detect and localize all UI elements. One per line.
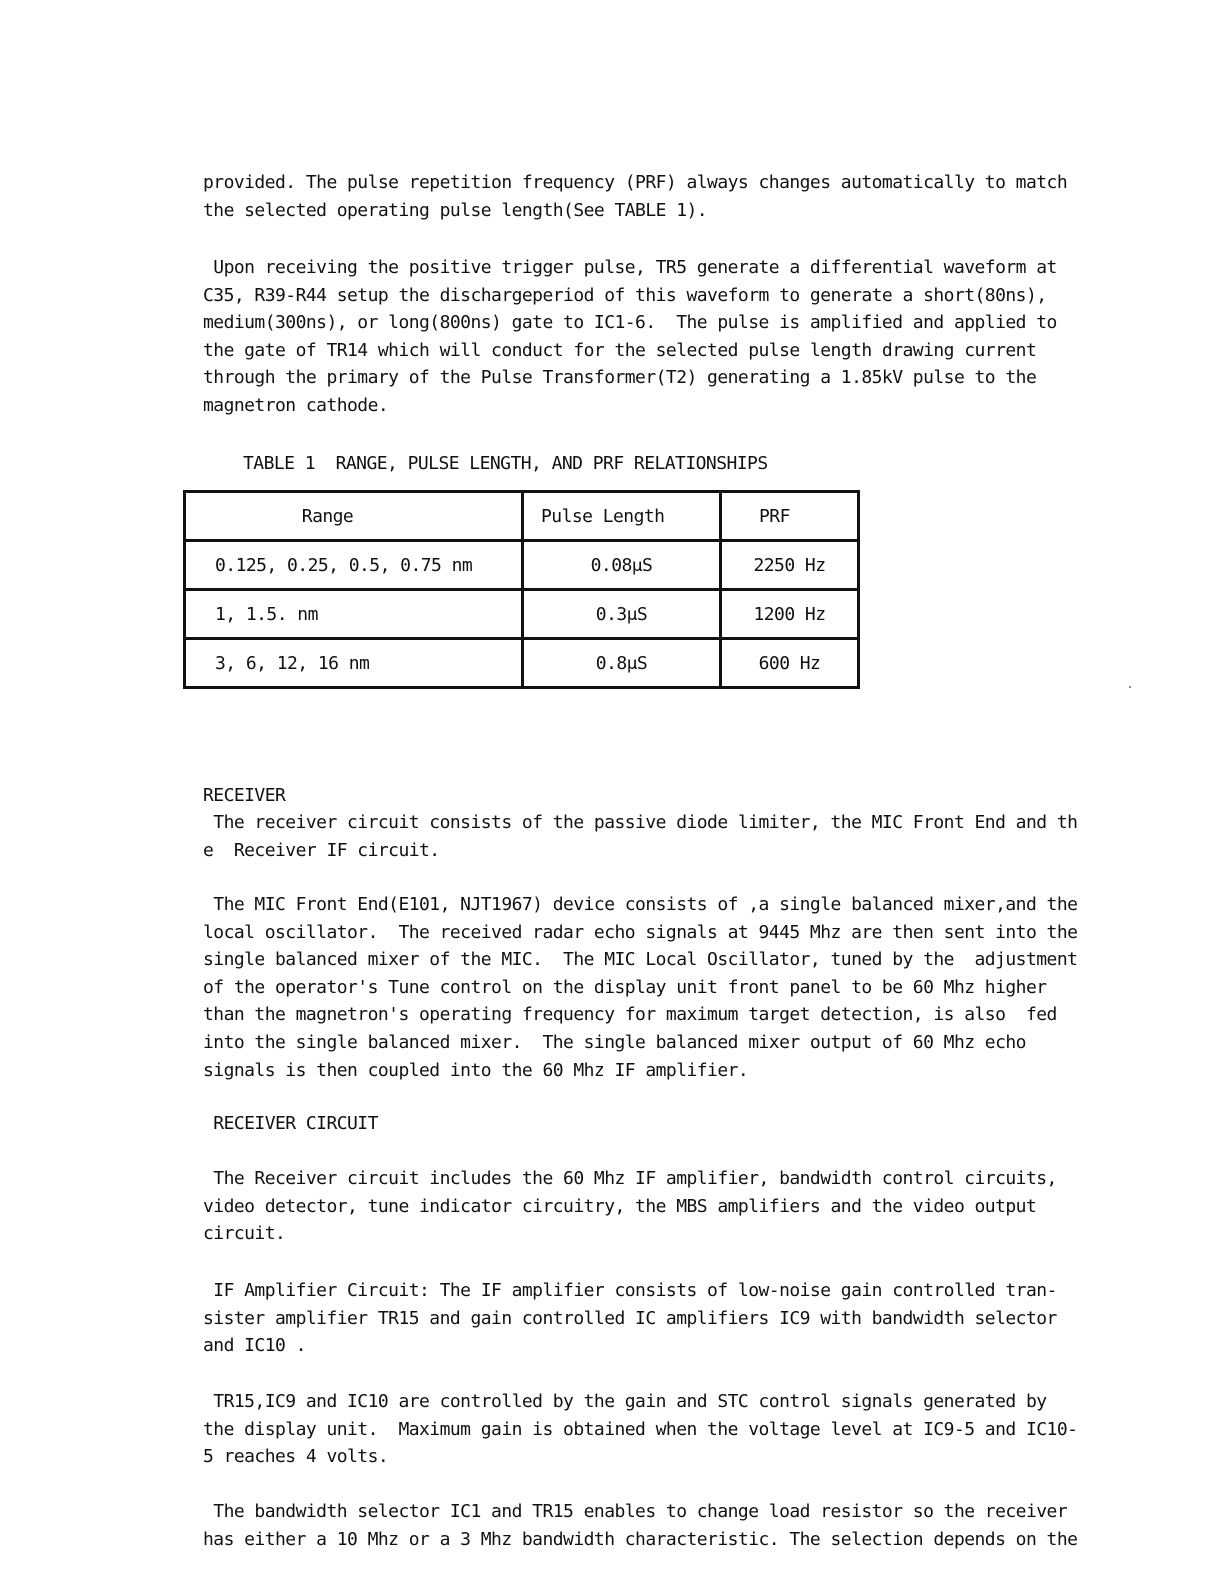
table-caption: TABLE 1 RANGE, PULSE LENGTH, AND PRF RELATIONSHIPS bbox=[243, 453, 768, 474]
paragraph-if-amplifier: IF Amplifier Circuit: The IF amplifier consists of low-noise gain controlled tran- sister amplifier TR15 and gain controlled IC amplifiers IC9 with bandwidth selector and IC10 . bbox=[203, 1280, 1057, 1357]
section-heading-receiver: RECEIVER bbox=[203, 785, 286, 806]
section-heading-receiver-circuit: RECEIVER CIRCUIT bbox=[203, 1113, 378, 1134]
cell-prf: 2250 Hz bbox=[721, 541, 859, 590]
column-header-range: Range bbox=[185, 492, 523, 541]
cell-pulse-length: 0.08μS bbox=[523, 541, 721, 590]
table-row bbox=[185, 590, 859, 639]
table-row bbox=[185, 639, 859, 688]
paragraph-bandwidth-selector: The bandwidth selector IC1 and TR15 enables to change load resistor so the receiver has either a 10 Mhz or a 3 Mhz bandwidth characteristic. The selection depends on the bbox=[203, 1501, 1078, 1550]
cell-prf: 1200 Hz bbox=[721, 590, 859, 639]
table-header-row bbox=[185, 492, 859, 541]
paragraph-mic-front-end: The MIC Front End(E101, NJT1967) device consists of ,a single balanced mixer,and the local oscillator. The received radar echo signals at 9445 Mhz are then sent into the single balanced mixer of the MIC. The MIC Local Oscillator, tuned by the adjustment of the operator's Tune control on the display unit front panel to be 60 Mhz higher than the magnetron's operating frequency for maximum target detection, is also fed into the single balanced mixer. The single balanced mixer output of 60 Mhz echo signals is then coupled into the 60 Mhz IF amplifier. bbox=[203, 894, 1078, 1081]
cell-range: 1, 1.5. nm bbox=[185, 590, 523, 639]
cell-prf: 600 Hz bbox=[721, 639, 859, 688]
cell-pulse-length: 0.8μS bbox=[523, 639, 721, 688]
range-pulse-prf-table bbox=[183, 490, 860, 689]
cell-range: 0.125, 0.25, 0.5, 0.75 nm bbox=[185, 541, 523, 590]
column-header-prf: PRF bbox=[721, 492, 859, 541]
paragraph-prf-intro: provided. The pulse repetition frequency (PRF) always changes automatically to match the selected operating pulse length(See TABLE 1). bbox=[203, 172, 1068, 221]
cell-range: 3, 6, 12, 16 nm bbox=[185, 639, 523, 688]
paragraph-trigger-pulse: Upon receiving the positive trigger pulse, TR5 generate a differential waveform at C35, R39-R44 setup the dischargeperiod of this waveform to generate a short(80ns), medium(300ns), or long(800ns) gate to IC1-6. The pulse is amplified and applied to the gate of TR14 which will conduct for the selected pulse length drawing current through the primary of the Pulse Transformer(T2) generating a 1.85kV pulse to the magnetron cathode. bbox=[203, 257, 1057, 416]
cell-pulse-length: 0.3μS bbox=[523, 590, 721, 639]
paragraph-gain-control: TR15,IC9 and IC10 are controlled by the gain and STC control signals generated by the display unit. Maximum gain is obtained when the voltage level at IC9-5 and IC10- 5 reaches 4 volts. bbox=[203, 1391, 1078, 1468]
paragraph-receiver-overview: The receiver circuit consists of the passive diode limiter, the MIC Front End and th e Receiver IF circuit. bbox=[203, 812, 1078, 861]
paragraph-receiver-circuit: The Receiver circuit includes the 60 Mhz IF amplifier, bandwidth control circuits, video detector, tune indicator circuitry, the MBS amplifiers and the video output circuit. bbox=[203, 1168, 1057, 1245]
table-row bbox=[185, 541, 859, 590]
scan-speck bbox=[1129, 686, 1131, 688]
column-header-pulse-length: Pulse Length bbox=[523, 492, 721, 541]
